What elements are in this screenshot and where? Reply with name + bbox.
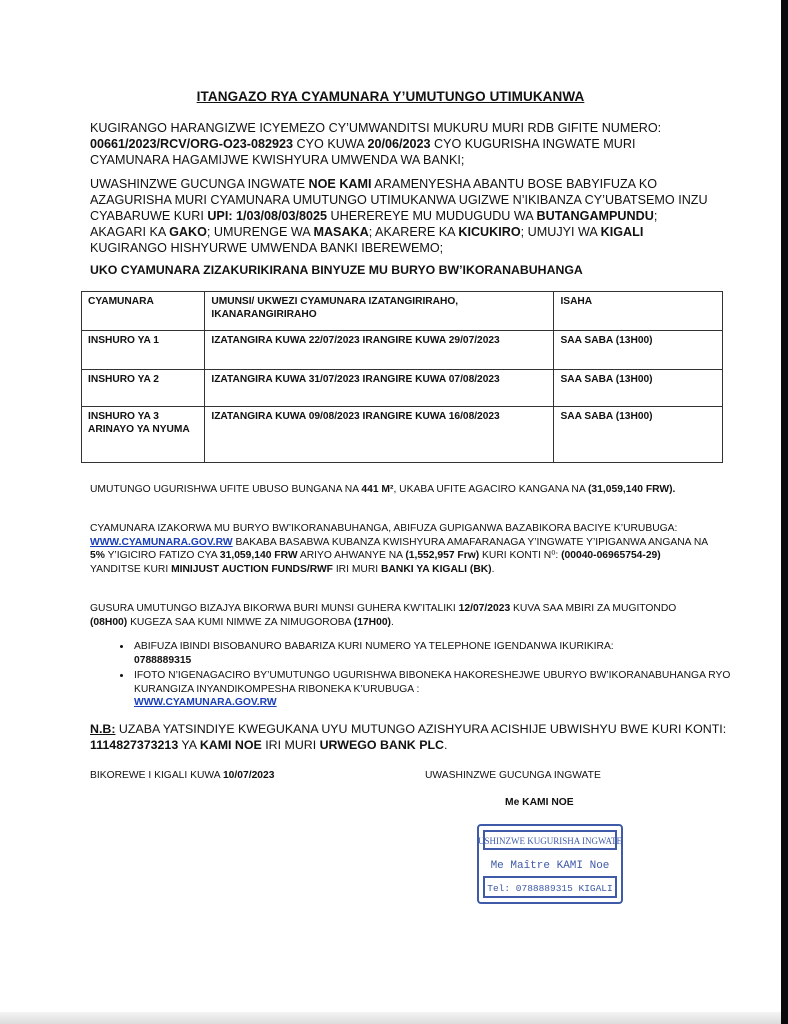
contact-phone: 0788889315 — [134, 654, 192, 666]
visit-text-3: KUGEZA SAA KUMI NIMWE ZA NIMUGOROBA — [127, 616, 354, 628]
district-name: KICUKIRO — [458, 225, 521, 239]
page-title: ITANGAZO RYA CYAMUNARA Y’UMUTUNGO UTIMUKANWA — [196, 89, 585, 104]
deposit-amount: (1,552,957 Frw) — [405, 550, 480, 561]
announce-text-4: ; AKAGARI KA — [90, 209, 658, 239]
deposit-account-name: MINIJUST AUCTION FUNDS/RWF — [171, 563, 333, 575]
property-text-2: , UKABA UFITE AGACIRO KANGANA NA — [393, 484, 588, 495]
city-name: KIGALI — [600, 225, 644, 239]
winner-account-name: KAMI NOE — [199, 738, 262, 752]
announce-text-8: KUGIRANGO HISHYURWE UMWENDA BANKI IBEREWEMO; — [90, 241, 444, 255]
case-date: 20/06/2023 — [367, 137, 431, 151]
cyamunara-website-link[interactable]: WWW.CYAMUNARA.GOV.RW — [90, 536, 233, 548]
property-text-1: UMUTUNGO UGURISHWA UFITE UBUSO BUNGANA NA — [90, 484, 362, 495]
table-cell: IZATANGIRA KUWA 22/07/2023 IRANGIRE KUWA 29/07/2023 — [205, 331, 554, 370]
village-name: BUTANGAMPUNDU — [536, 209, 654, 223]
info-bullet-list — [90, 640, 752, 712]
table-cell: SAA SABA (13H00) — [554, 331, 723, 370]
announcement-paragraph — [90, 176, 710, 256]
visit-end-time: (17H00) — [353, 616, 391, 628]
property-paragraph — [90, 483, 710, 497]
photo-info-text: IFOTO N’IGENAGACIRO BY’UMUTUNGO UGURISHWA BIBONEKA HAKORESHEJWE UBURYO BW’IKORANABUHANGA RYO KURANGIZA INYANDIKOMPESHA RIBONEKA K’URUBUGA : — [134, 670, 731, 695]
list-item — [132, 669, 752, 710]
table-cell: INSHURO YA 3 ARINAYO YA NYUMA — [82, 407, 205, 463]
schedule-heading: UKO CYAMUNARA ZIZAKURIKIRANA BINYUZE MU BURYO BW’IKORANABUHANGA — [90, 263, 583, 277]
property-area: 441 M² — [361, 484, 394, 495]
case-number: 00661/2023/RCV/ORG-O23-082923 — [90, 137, 294, 151]
table-header-cell: UMUNSI/ UKWEZI CYAMUNARA IZATANGIRIRAHO, IKANARANGIRIRAHO — [205, 292, 554, 331]
base-price: 31,059,140 FRW — [219, 550, 298, 561]
announce-text-7: ; UMUJYI WA — [520, 225, 601, 239]
visit-text-4: . — [390, 616, 394, 628]
visit-start-date: 12/07/2023 — [458, 603, 511, 614]
announce-text-2: ARAMENYESHA ABANTU BOSE BABYIFUZA KO AZAGURISHA MURI CYAMUNARA UMUTUNGO UTIMUKANWA UGIZWE N’IKIBANZA CY’UBATSEMO INZU CYABARUWE KURI — [90, 177, 708, 223]
signer-name: Me KAMI NOE — [505, 797, 574, 808]
upi-number: UPI: 1/03/08/03/8025 — [207, 209, 328, 223]
registration-text-8: . — [491, 563, 495, 575]
cyamunara-website-link[interactable]: WWW.CYAMUNARA.GOV.RW — [134, 697, 277, 708]
table-cell: SAA SABA (13H00) — [554, 370, 723, 407]
table-cell: SAA SABA (13H00) — [554, 407, 723, 463]
visit-start-time: (08H00) — [90, 616, 128, 628]
signer-role: UWASHINZWE GUCUNGA INGWATE — [425, 770, 601, 781]
page-right-edge — [781, 0, 788, 1024]
table-cell: INSHURO YA 2 — [82, 370, 205, 407]
nota-bene-paragraph — [90, 721, 730, 753]
intro-text-2: CYO KUWA — [293, 137, 368, 151]
visit-text-1: GUSURA UMUTUNGO BIZAJYA BIKORWA BURI MUNSI GUHERA KW’ITALIKI — [90, 603, 459, 614]
signing-place-text: BIKOREWE I KIGALI KUWA — [90, 770, 223, 781]
official-stamp — [475, 822, 625, 906]
table-header-cell: ISAHA — [554, 292, 723, 331]
table-header-row — [82, 292, 723, 331]
intro-text-1: KUGIRANGO HARANGIZWE ICYEMEZO CY’UMWANDITSI MUKURU MURI RDB GIFITE NUMERO: — [90, 121, 662, 135]
registration-text-7: IRI MURI — [332, 563, 382, 575]
table-cell: IZATANGIRA KUWA 31/07/2023 IRANGIRE KUWA 07/08/2023 — [205, 370, 554, 407]
registration-text-6: YANDITSE KURI — [90, 563, 172, 575]
table-row — [82, 331, 723, 370]
visit-text-2: KUVA SAA MBIRI ZA MUGITONDO — [510, 603, 677, 614]
deposit-account-number: (00040-06965754-29) — [561, 550, 661, 561]
nb-text-3: IRI MURI — [261, 738, 320, 752]
nb-text-2: YA — [178, 738, 200, 752]
signing-place-date — [90, 770, 274, 781]
nb-label: N.B: — [90, 722, 116, 736]
nb-text-4: . — [443, 738, 448, 752]
table-row — [82, 407, 723, 463]
table-row — [82, 370, 723, 407]
table-cell: IZATANGIRA KUWA 09/08/2023 IRANGIRE KUWA 16/08/2023 — [205, 407, 554, 463]
winner-bank: URWEGO BANK PLC — [319, 738, 444, 752]
cell-name: GAKO — [169, 225, 207, 239]
deposit-percent: 5% — [90, 550, 105, 561]
registration-text-2: BAKABA BASABWA KUBANZA KWISHYURA AMAFARANAGA Y’INGWATE Y’IPIGANWA ANGANA NA — [232, 536, 708, 548]
property-value: (31,059,140 FRW). — [588, 484, 676, 495]
contact-text: ABIFUZA IBINDI BISOBANURO BABARIZA KURI NUMERO YA TELEPHONE IGENDANWA IKURIKIRA: — [134, 641, 614, 652]
stamp-line-3: Tel: 0788889315 KIGALI — [487, 883, 613, 894]
list-item — [132, 640, 752, 667]
registration-paragraph — [90, 522, 710, 576]
page-bottom-shadow — [0, 1012, 781, 1024]
table-cell: INSHURO YA 1 — [82, 331, 205, 370]
registration-text-1: CYAMUNARA IZAKORWA MU BURYO BW’IKORANABUHANGA, ABIFUZA GUPIGANWA BAZABIKORA BACIYE K’URUBUGA: — [90, 523, 678, 534]
signing-date: 10/07/2023 — [222, 770, 275, 781]
table-header-cell: CYAMUNARA — [82, 292, 205, 331]
registration-text-4: ARIYO AHWANYE NA — [297, 550, 406, 561]
announce-text-5: ; UMURENGE WA — [206, 225, 314, 239]
agent-name: NOE KAMI — [308, 177, 372, 191]
stamp-line-2: Me Maître KAMI Noe — [490, 860, 610, 872]
announce-text-1: UWASHINZWE GUCUNGA INGWATE — [90, 177, 309, 191]
intro-paragraph — [90, 120, 710, 168]
announce-text-3: UHEREREYE MU MUDUGUDU WA — [327, 209, 537, 223]
registration-text-5: KURI KONTI N⁰: — [479, 550, 562, 561]
visit-paragraph — [90, 602, 710, 629]
nb-text-1: UZABA YATSINDIYE KWEGUKANA UYU MUTUNGO AZISHYURA ACISHIJE UBWISHYU BWE KURI KONTI: — [115, 722, 727, 736]
deposit-bank: BANKI YA KIGALI (BK) — [381, 563, 492, 575]
announce-text-6: ; AKARERE KA — [368, 225, 459, 239]
stamp-line-1: USHINZWE KUGURISHA INGWATE — [478, 836, 622, 846]
auction-schedule-table — [81, 291, 723, 463]
intro-text-3: CYO KUGURISHA INGWATE MURI CYAMUNARA HAGAMIJWE KWISHYURA UMWENDA WA BANKI; — [90, 137, 636, 167]
sector-name: MASAKA — [313, 225, 369, 239]
winner-account-number: 1114827373213 — [90, 738, 179, 752]
registration-text-3: Y’IGICIRO FATIZO CYA — [104, 550, 220, 561]
